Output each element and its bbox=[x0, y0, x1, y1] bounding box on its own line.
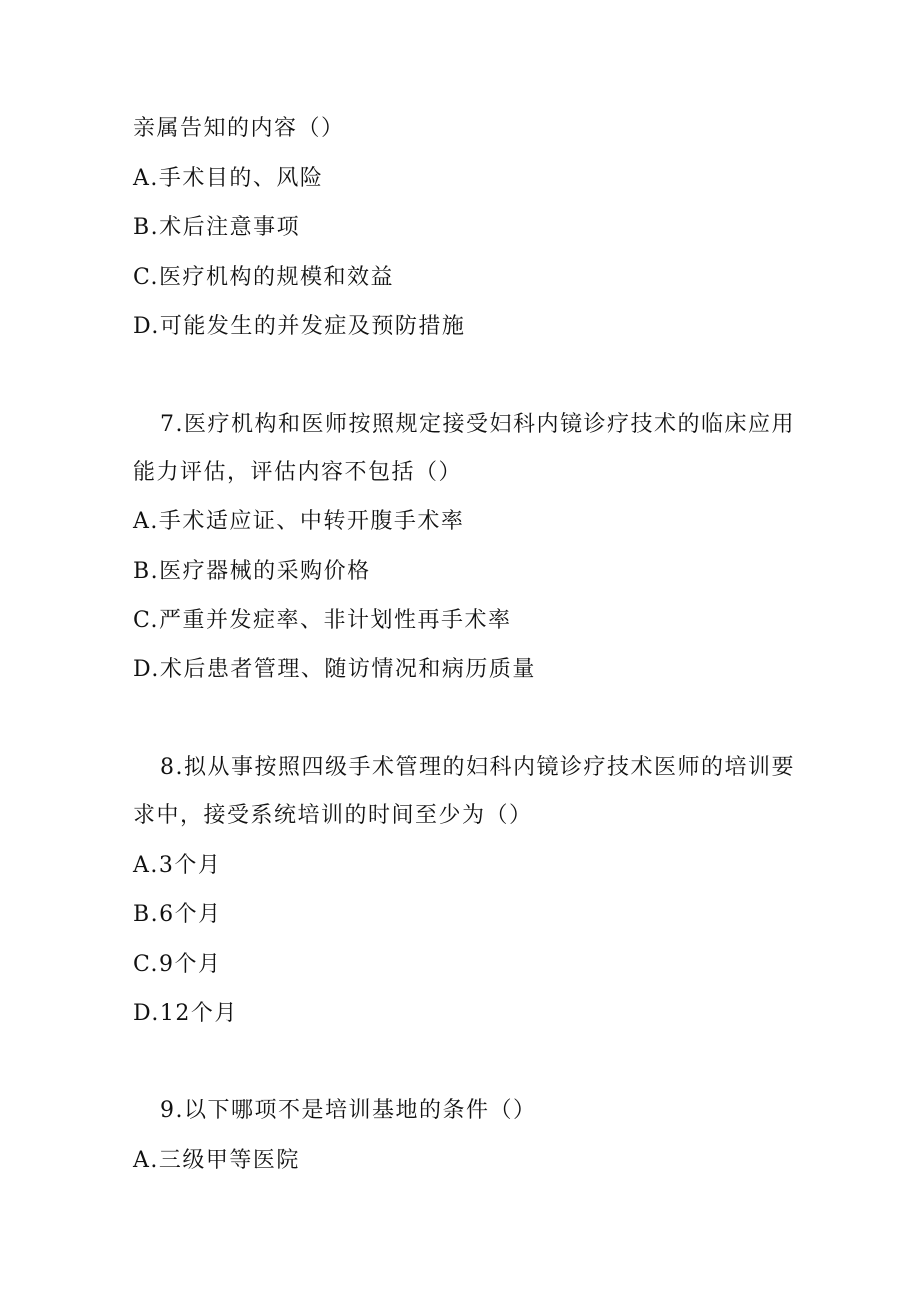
q8-option-b: B.6个月 bbox=[133, 902, 222, 927]
q8-option-d: D.12个月 bbox=[133, 1001, 238, 1026]
q7-option-c: C.严重并发症率、非计划性再手术率 bbox=[133, 608, 512, 633]
q9-stem-line1: 9.以下哪项不是培训基地的条件（） bbox=[160, 1098, 537, 1123]
q7-stem-line2: 能力评估，评估内容不包括（） bbox=[133, 460, 463, 485]
q6-option-b: B.术后注意事项 bbox=[133, 215, 301, 240]
q8-stem-line1: 8.拟从事按照四级手术管理的妇科内镜诊疗技术医师的培训要 bbox=[160, 755, 795, 780]
q7-option-d: D.术后患者管理、随访情况和病历质量 bbox=[133, 657, 536, 682]
q7-option-a: A.手术适应证、中转开腹手术率 bbox=[133, 509, 465, 534]
q7-stem-line1: 7.医疗机构和医师按照规定接受妇科内镜诊疗技术的临床应用 bbox=[160, 412, 795, 437]
q8-option-c: C.9个月 bbox=[133, 952, 222, 977]
q8-stem-line2: 求中，接受系统培训的时间至少为（） bbox=[133, 803, 533, 828]
q6-option-c: C.医疗机构的规模和效益 bbox=[133, 265, 395, 290]
q8-option-a: A.3个月 bbox=[133, 853, 222, 878]
q6-option-a: A.手术目的、风险 bbox=[133, 166, 324, 191]
q6-stem-tail: 亲属告知的内容（） bbox=[133, 116, 345, 141]
q9-option-a: A.三级甲等医院 bbox=[133, 1148, 300, 1173]
q6-option-d: D.可能发生的并发症及预防措施 bbox=[133, 314, 466, 339]
q7-option-b: B.医疗器械的采购价格 bbox=[133, 559, 371, 584]
